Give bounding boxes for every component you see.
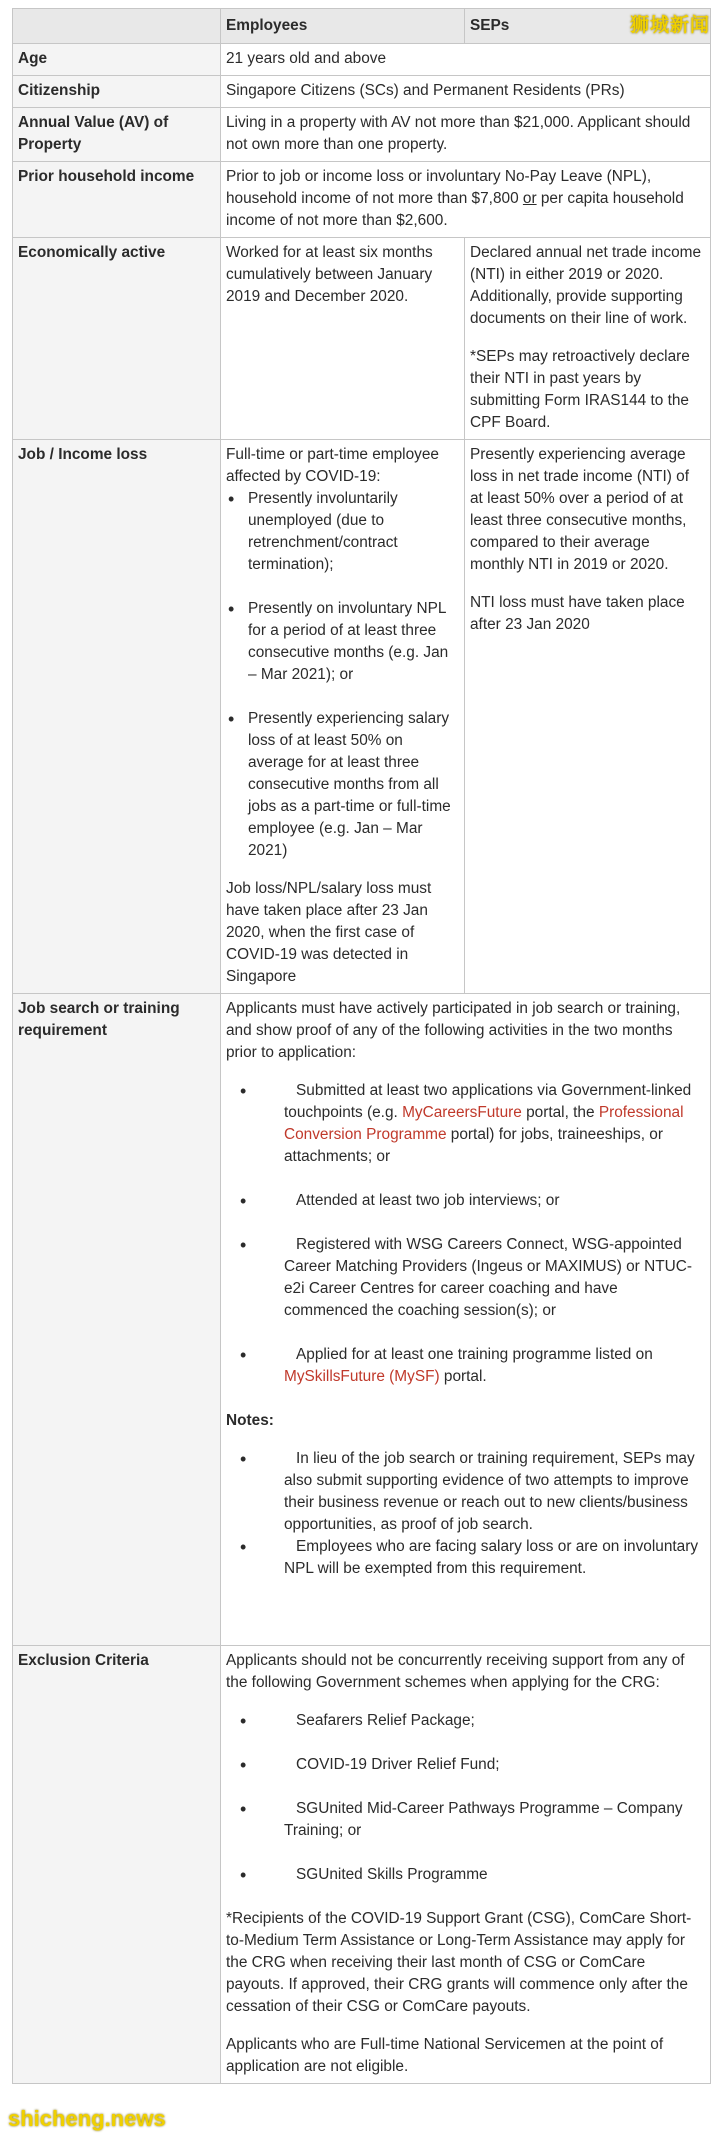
myskillsfuture-link[interactable]: MySkillsFuture (MySF) — [284, 1368, 440, 1385]
row-label-economically-active: Economically active — [13, 238, 221, 440]
job-loss-employees-outro: Job loss/NPL/salary loss must have taken place after 23 Jan 2020, when the first case of COVID-19 was detected in Singapore — [226, 880, 432, 985]
list-item — [226, 598, 459, 686]
table-row-citizenship — [13, 76, 711, 108]
notes-list — [226, 1448, 705, 1580]
exclusion-note-1: *Recipients of the COVID-19 Support Grant (CSG), ComCare Short-to-Medium Term Assistance or Long-Term Assistance may apply for the CRG when receiving their last month of CSG or ComCare payouts. If approved, their CRG grants will commence only after the cessation of their CSG or ComCare payouts. — [226, 1910, 692, 2015]
list-item-text: Presently on involuntary NPL for a period of at least three consecutive months (e.g. Jan – Mar 2021); or — [248, 600, 449, 683]
job-loss-seps-text-2: NTI loss must have taken place after 23 Jan 2020 — [470, 594, 685, 633]
header-seps: SEPs — [465, 9, 711, 44]
prior-income-text-1: Prior to job or income loss or involuntary No-Pay Leave (NPL), household income of not more than $7,800 — [226, 168, 652, 207]
header-criteria — [13, 9, 221, 44]
list-item-text: Presently experiencing salary loss of at least 50% on average for at least three consecutive months from all jobs as a part-time or full-time employee (e.g. Jan – Mar 2021) — [248, 710, 451, 859]
eligibility-table-container — [12, 8, 710, 2084]
list-item — [226, 1710, 705, 1732]
list-item — [226, 1864, 705, 1886]
row-label-citizenship: Citizenship — [13, 76, 221, 108]
prior-income-or: or — [522, 190, 537, 207]
list-item — [226, 1234, 705, 1322]
table-row-job-loss — [13, 440, 711, 994]
prior-income-text-2: per capita household income of not more than $2,600. — [226, 190, 684, 229]
list-item — [226, 1448, 705, 1536]
list-item — [226, 488, 459, 576]
job-loss-seps-cell — [465, 440, 711, 994]
job-search-cell — [221, 994, 711, 1646]
list-item — [226, 1536, 705, 1580]
table-row-economically-active — [13, 238, 711, 440]
job-search-item-2: Attended at least two job interviews; or — [296, 1192, 560, 1209]
table-row-annual-value — [13, 108, 711, 162]
table-header-row — [13, 9, 711, 44]
list-item — [226, 1190, 705, 1212]
row-value-age: 21 years old and above — [221, 44, 711, 76]
job-loss-employees-intro: Full-time or part-time employee affected by COVID-19: — [226, 446, 439, 485]
header-employees: Employees — [221, 9, 465, 44]
exclusion-list — [226, 1710, 705, 1886]
table-row-prior-income — [13, 162, 711, 238]
job-search-item-4-b: portal. — [439, 1368, 487, 1385]
job-search-list — [226, 1080, 705, 1388]
note-1: In lieu of the job search or training requirement, SEPs may also submit supporting evidence of two attempts to improve their business revenue or reach out to new clients/business opportunities, as proof of job search. — [284, 1450, 695, 1533]
watermark-top: 狮城新闻 — [629, 15, 710, 36]
job-search-intro: Applicants must have actively participated in job search or training, and show proof of any of the following activities in the two months prior to application: — [226, 1000, 681, 1061]
mycareersfuture-link[interactable]: MyCareersFuture — [402, 1104, 522, 1121]
econ-seps-text-2: *SEPs may retroactively declare their NTI in past years by submitting Form IRAS144 to the CPF Board. — [470, 348, 690, 431]
exclusion-item: SGUnited Mid-Career Pathways Programme – Company Training; or — [284, 1800, 683, 1839]
table-row-job-search — [13, 994, 711, 1646]
job-search-item-1-b: portal, the — [521, 1104, 599, 1121]
exclusion-note-2: Applicants who are Full-time National Servicemen at the point of application are not eligible. — [226, 2036, 664, 2075]
exclusion-cell — [221, 1646, 711, 2084]
eligibility-table — [12, 8, 711, 2084]
econ-seps-text-1: Declared annual net trade income (NTI) in either 2019 or 2020. Additionally, provide supporting documents on their line of work. — [470, 244, 702, 327]
watermark-bottom: shicheng.news — [8, 2106, 166, 2131]
exclusion-intro: Applicants should not be concurrently receiving support from any of the following Government schemes when applying for the CRG: — [226, 1652, 685, 1691]
notes-heading: Notes: — [226, 1412, 274, 1429]
note-2: Employees who are facing salary loss or are on involuntary NPL will be exempted from this requirement. — [284, 1538, 699, 1577]
list-item — [226, 708, 459, 862]
row-label-annual-value: Annual Value (AV) of Property — [13, 108, 221, 162]
job-search-item-4-a: Applied for at least one training programme listed on — [296, 1346, 653, 1363]
row-value-prior-income — [221, 162, 711, 238]
econ-seps-cell — [465, 238, 711, 440]
job-loss-seps-text-1: Presently experiencing average loss in net trade income (NTI) of at least 50% over a period of at least three consecutive months, compared to their average monthly NTI in 2019 or 2020. — [470, 446, 689, 573]
job-search-item-1-a: Submitted at least two applications via Government-linked touchpoints (e.g. — [284, 1082, 692, 1121]
row-label-exclusion: Exclusion Criteria — [13, 1646, 221, 2084]
job-loss-employees-cell — [221, 440, 465, 994]
list-item — [226, 1754, 705, 1776]
econ-employees-cell — [221, 238, 465, 440]
list-item — [226, 1344, 705, 1388]
job-search-item-1-c: portal) for jobs, traineeships, or attachments; or — [284, 1126, 663, 1165]
row-value-annual-value: Living in a property with AV not more than $21,000. Applicant should not own more than one property. — [221, 108, 711, 162]
table-row-age — [13, 44, 711, 76]
row-label-job-search: Job search or training requirement — [13, 994, 221, 1646]
row-label-job-loss: Job / Income loss — [13, 440, 221, 994]
row-value-citizenship: Singapore Citizens (SCs) and Permanent Residents (PRs) — [221, 76, 711, 108]
table-row-exclusion — [13, 1646, 711, 2084]
exclusion-item: COVID-19 Driver Relief Fund; — [296, 1756, 500, 1773]
exclusion-item: Seafarers Relief Package; — [296, 1712, 475, 1729]
econ-employees-text: Worked for at least six months cumulatively between January 2019 and December 2020. — [226, 244, 433, 305]
professional-conversion-programme-link[interactable]: Professional Conversion Programme — [284, 1104, 684, 1143]
list-item — [226, 1798, 705, 1842]
row-label-prior-income: Prior household income — [13, 162, 221, 238]
exclusion-item: SGUnited Skills Programme — [296, 1866, 488, 1883]
row-label-age: Age — [13, 44, 221, 76]
job-loss-employees-list — [226, 488, 459, 862]
job-search-item-3: Registered with WSG Careers Connect, WSG-appointed Career Matching Providers (Ingeus or MAXIMUS) or NTUC-e2i Career Centres for career coaching and have commenced the coaching session(s); or — [284, 1236, 692, 1319]
list-item-text: Presently involuntarily unemployed (due to retrenchment/contract termination); — [248, 490, 398, 573]
list-item — [226, 1080, 705, 1168]
